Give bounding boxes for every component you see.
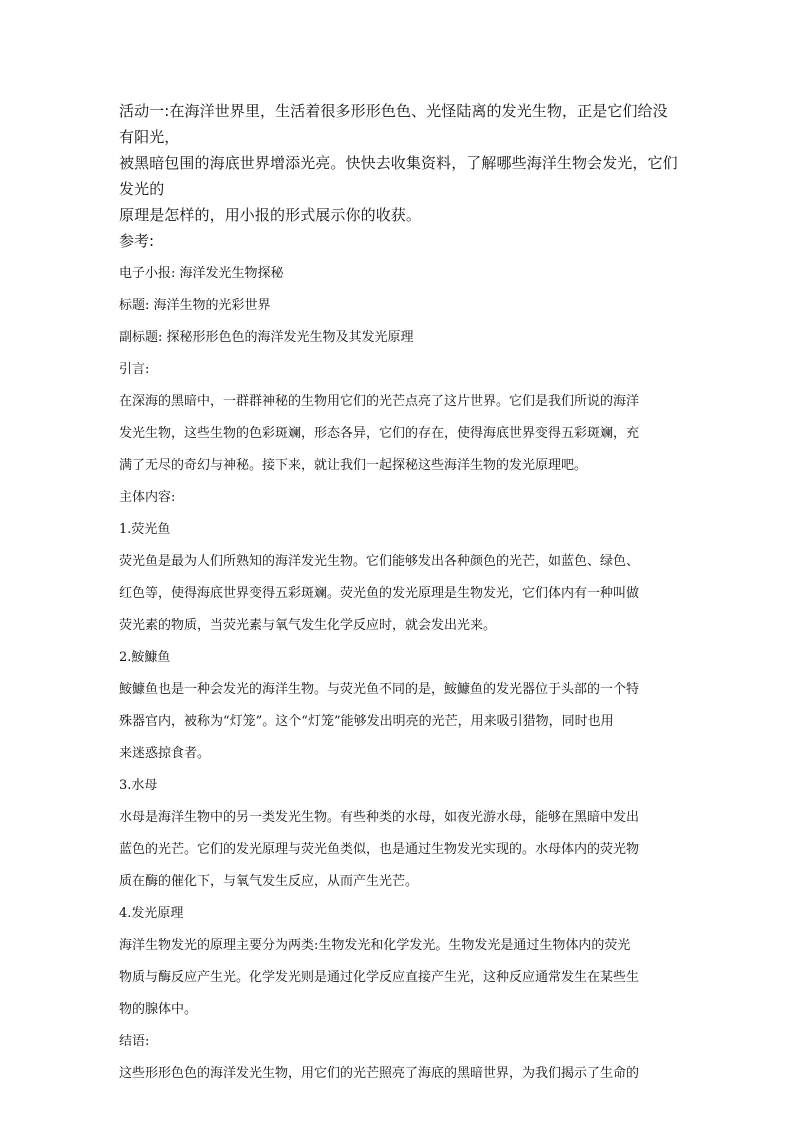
section-line: 来迷惑掠食者。: [119, 746, 211, 761]
section-heading: 2.鮟鱇鱼: [119, 650, 171, 665]
newspaper-title: 标题: 海洋生物的光彩世界: [119, 298, 271, 313]
newspaper-subtitle: 副标题: 探秘形形色色的海洋发光生物及其发光原理: [119, 330, 414, 345]
section-line: 物的腺体中。: [119, 1002, 198, 1017]
section-paragraph: [119, 802, 679, 898]
conclusion-label: 结语:: [119, 1034, 150, 1049]
intro-line: 原理是怎样的，用小报的形式展示你的收获。: [119, 206, 422, 224]
conclusion-paragraph: [119, 1058, 679, 1090]
section-line: 荧光鱼是最为人们所熟知的海洋发光生物。它们能够发出各种颜色的光芒，如蓝色、绿色、: [119, 554, 640, 569]
section-heading: 4.发光原理: [119, 906, 184, 921]
section-heading: 1.荧光鱼: [119, 522, 171, 537]
newspaper-name: 电子小报: 海洋发光生物探秘: [119, 266, 284, 281]
intro-line: 被黑暗包围的海底世界增添光亮。快快去收集资料，了解哪些海洋生物会发光，它们发光的: [119, 154, 678, 198]
reference-label: 参考:: [119, 232, 155, 250]
section-line: 荧光素的物质，当荧光素与氧气发生化学反应时，就会发出光来。: [119, 618, 497, 633]
section-line: 物质与酶反应产生光。化学发光则是通过化学反应直接产生光，这种反应通常发生在某些生: [119, 970, 640, 985]
section-line: 殊器官内，被称为“灯笼”。这个“灯笼”能够发出明亮的光芒，用来吸引猎物，同时也用: [119, 714, 614, 729]
preface-label: 引言:: [119, 362, 150, 377]
activity-intro: [119, 98, 679, 228]
section-heading: 3.水母: [119, 778, 158, 793]
section-line: 蓝色的光芒。它们的发光原理与荧光鱼类似，也是通过生物发光实现的。水母体内的荧光物: [119, 842, 640, 857]
section-line: 水母是海洋生物中的另一类发光生物。有些种类的水母，如夜光游水母，能够在黑暗中发出: [119, 810, 640, 825]
preface-line: 满了无尽的奇幻与神秘。接下来，就让我们一起探秘这些海洋生物的发光原理吧。: [119, 458, 588, 473]
section-paragraph: [119, 546, 679, 642]
preface-paragraph: [119, 386, 679, 482]
section-line: 海洋生物发光的原理主要分为两类:生物发光和化学发光。生物发光是通过生物体内的荧光: [119, 938, 631, 953]
intro-line: 活动一:在海洋世界里，生活着很多形形色色、光怪陆离的发光生物，正是它们给没有阳光，: [119, 102, 668, 146]
conclusion-line: 这些形形色色的海洋发光生物，用它们的光芒照亮了海底的黑暗世界，为我们揭示了生命的: [119, 1066, 640, 1081]
section-line: 质在酶的催化下，与氧气发生反应，从而产生光芒。: [119, 874, 419, 889]
section-paragraph: [119, 674, 679, 770]
document-page: [119, 98, 679, 1090]
main-content-label: 主体内容:: [119, 490, 176, 505]
preface-line: 在深海的黑暗中，一群群神秘的生物用它们的光芒点亮了这片世界。它们是我们所说的海洋: [119, 394, 640, 409]
preface-line: 发光生物，这些生物的色彩斑斓，形态各异，它们的存在，使得海底世界变得五彩斑斓，充: [119, 426, 640, 441]
section-paragraph: [119, 930, 679, 1026]
section-line: 红色等，使得海底世界变得五彩斑斓。荧光鱼的发光原理是生物发光，它们体内有一种叫做: [119, 586, 640, 601]
section-line: 鮟鱇鱼也是一种会发光的海洋生物。与荧光鱼不同的是，鮟鱇鱼的发光器位于头部的一个特: [119, 682, 640, 697]
